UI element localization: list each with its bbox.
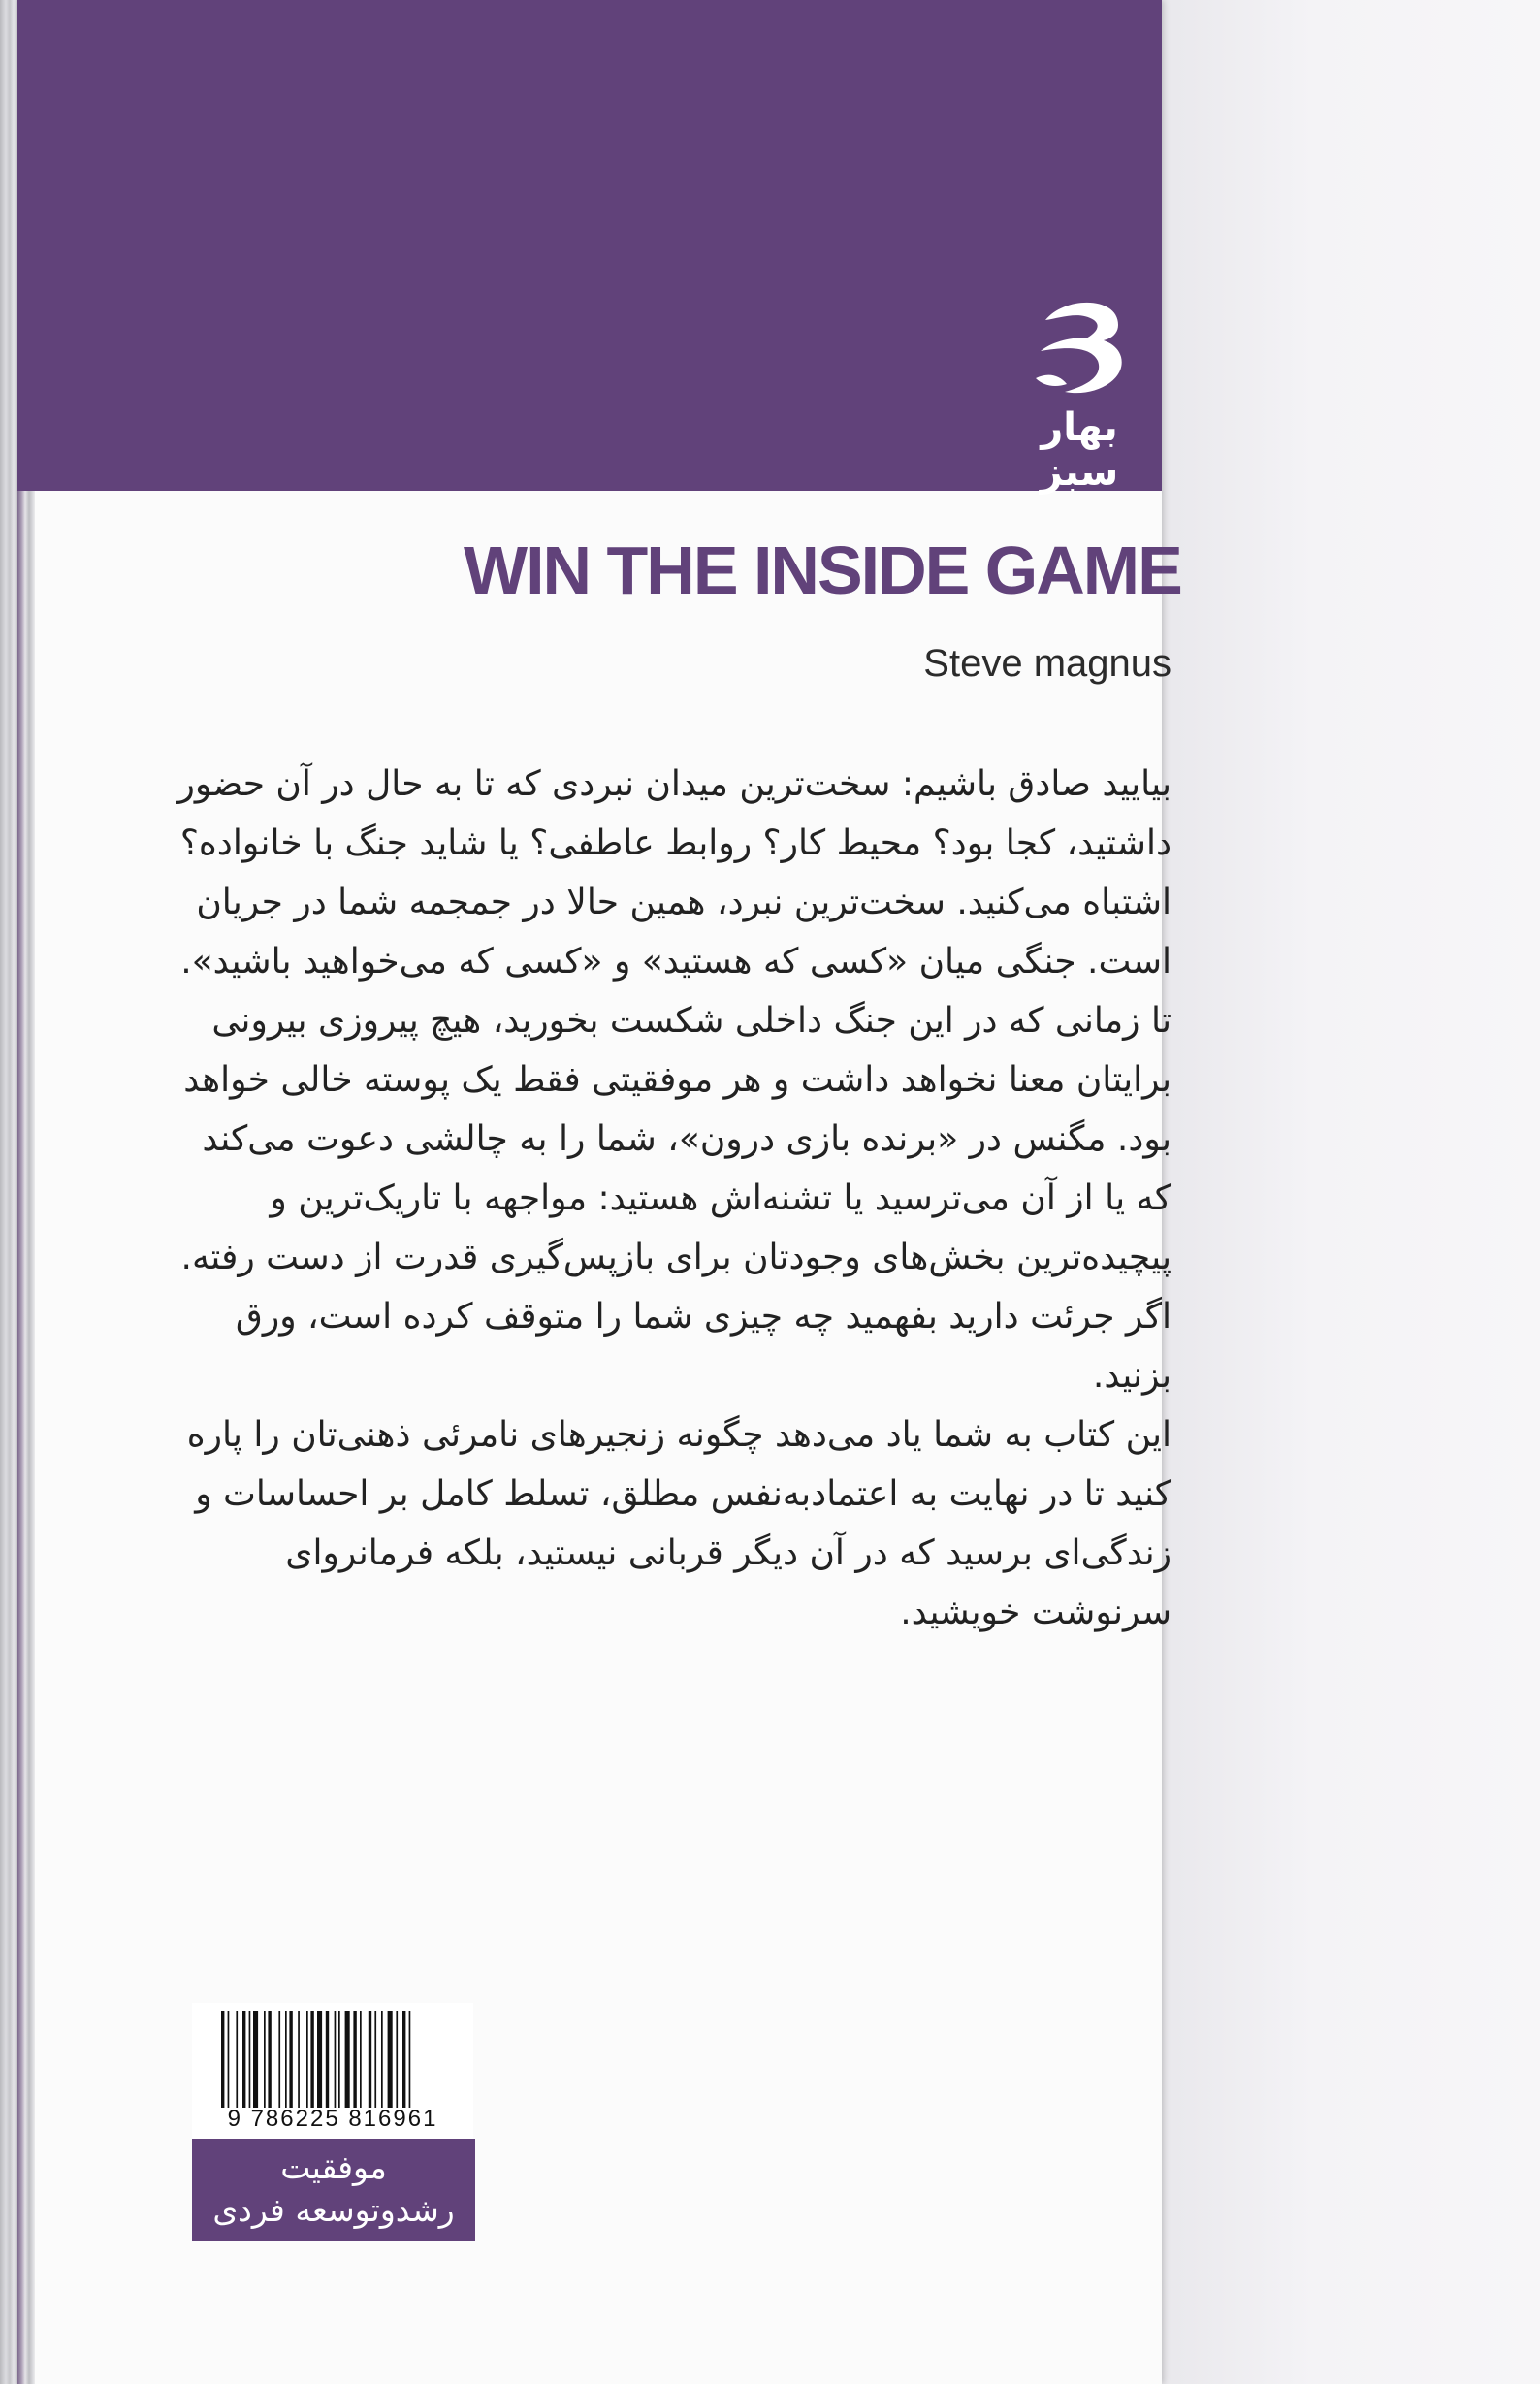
blurb-paragraph: تا زمانی که در این جنگ داخلی شکست بخورید، هیچ پیروزی بیرونی برایتان معنا نخواهد داشت و هر موفقیتی فقط یک پوسته خالی خواهد بود. مگنس در «برنده بازی درون»، شما را به چالشی دعوت می‌کند که یا از آن می‌ترسید یا تشنه‌اش هستید: مواجهه با تاریک‌ترین و پیچیده‌ترین بخش‌های وجودتان برای بازپس‌گیری قدرت از دست رفته. xyxy=(180,1001,1171,1277)
barcode-bar xyxy=(264,2011,266,2108)
barcode-number: 9 786225 816961 xyxy=(227,2106,438,2132)
barcode-bar xyxy=(236,2011,238,2108)
publisher-logo-icon xyxy=(1026,291,1133,407)
barcode-bar xyxy=(310,2011,313,2108)
background-surface xyxy=(1162,0,1540,2384)
barcode-bar xyxy=(335,2011,337,2108)
barcode-bar xyxy=(396,2011,398,2108)
barcode-bar xyxy=(285,2011,287,2108)
barcode-bar xyxy=(317,2011,322,2108)
barcode-bar xyxy=(409,2011,411,2108)
purple-header-band xyxy=(17,0,1162,491)
barcode-bar xyxy=(360,2011,362,2108)
barcode-bar xyxy=(353,2011,356,2108)
book-title: WIN THE INSIDE GAME xyxy=(464,532,1181,608)
barcode-bar xyxy=(221,2011,224,2108)
barcode-bar xyxy=(306,2011,308,2108)
barcode-bars xyxy=(219,2011,452,2108)
category-main: موفقیت xyxy=(280,2148,387,2186)
barcode-bar xyxy=(228,2011,230,2108)
barcode-bar xyxy=(326,2011,329,2108)
barcode-bar xyxy=(345,2011,350,2108)
barcode-bar xyxy=(242,2011,245,2108)
barcode-bar xyxy=(289,2011,292,2108)
blurb-paragraph: اگر جرئت دارید بفهمید چه چیزی شما را متوقف کرده است، ورق بزنید. xyxy=(235,1297,1171,1396)
barcode-bar xyxy=(298,2011,300,2108)
blurb-paragraph: اشتباه می‌کنید. سخت‌ترین نبرد، همین حالا در جمجمه شما در جریان است. جنگی میان «کسی که هستید» و «کسی که می‌خواهید باشید». xyxy=(180,883,1171,982)
barcode-bar xyxy=(338,2011,340,2108)
barcode-bar xyxy=(381,2011,383,2108)
barcode-bar xyxy=(369,2011,371,2108)
barcode-bar xyxy=(388,2011,393,2108)
barcode-bar xyxy=(374,2011,376,2108)
publisher-logo xyxy=(1016,291,1142,495)
category-sub: رشدوتوسعه فردی xyxy=(212,2191,455,2229)
barcode-bar xyxy=(278,2011,280,2108)
publisher-name: بهار سبز xyxy=(1040,405,1119,495)
barcode-bar xyxy=(249,2011,251,2108)
blurb xyxy=(173,755,1171,1642)
blurb-paragraph: این کتاب به شما یاد می‌دهد چگونه زنجیرهای نامرئی ذهنی‌تان را پاره کنید تا در نهایت به اعتمادبه‌نفس مطلق، تسلط کامل بر احساسات و زندگی‌ای برسید که در آن دیگر قربانی نیستید، بلکه فرمانروای سرنوشت خویشید. xyxy=(186,1415,1171,1632)
blurb-paragraph: بیایید صادق باشیم: سخت‌ترین میدان نبردی که تا به حال در آن حضور داشتید، کجا بود؟ محیط کار؟ روابط عاطفی؟ یا شاید جنگ با خانواده؟ xyxy=(177,764,1171,863)
barcode-bar xyxy=(253,2011,258,2108)
book-back-cover xyxy=(17,0,1181,2384)
category-label xyxy=(192,2139,475,2241)
book-author: Steve magnus xyxy=(923,642,1171,685)
barcode-bar xyxy=(268,2011,271,2108)
isbn-barcode xyxy=(192,2003,473,2139)
barcode-bar xyxy=(402,2011,405,2108)
